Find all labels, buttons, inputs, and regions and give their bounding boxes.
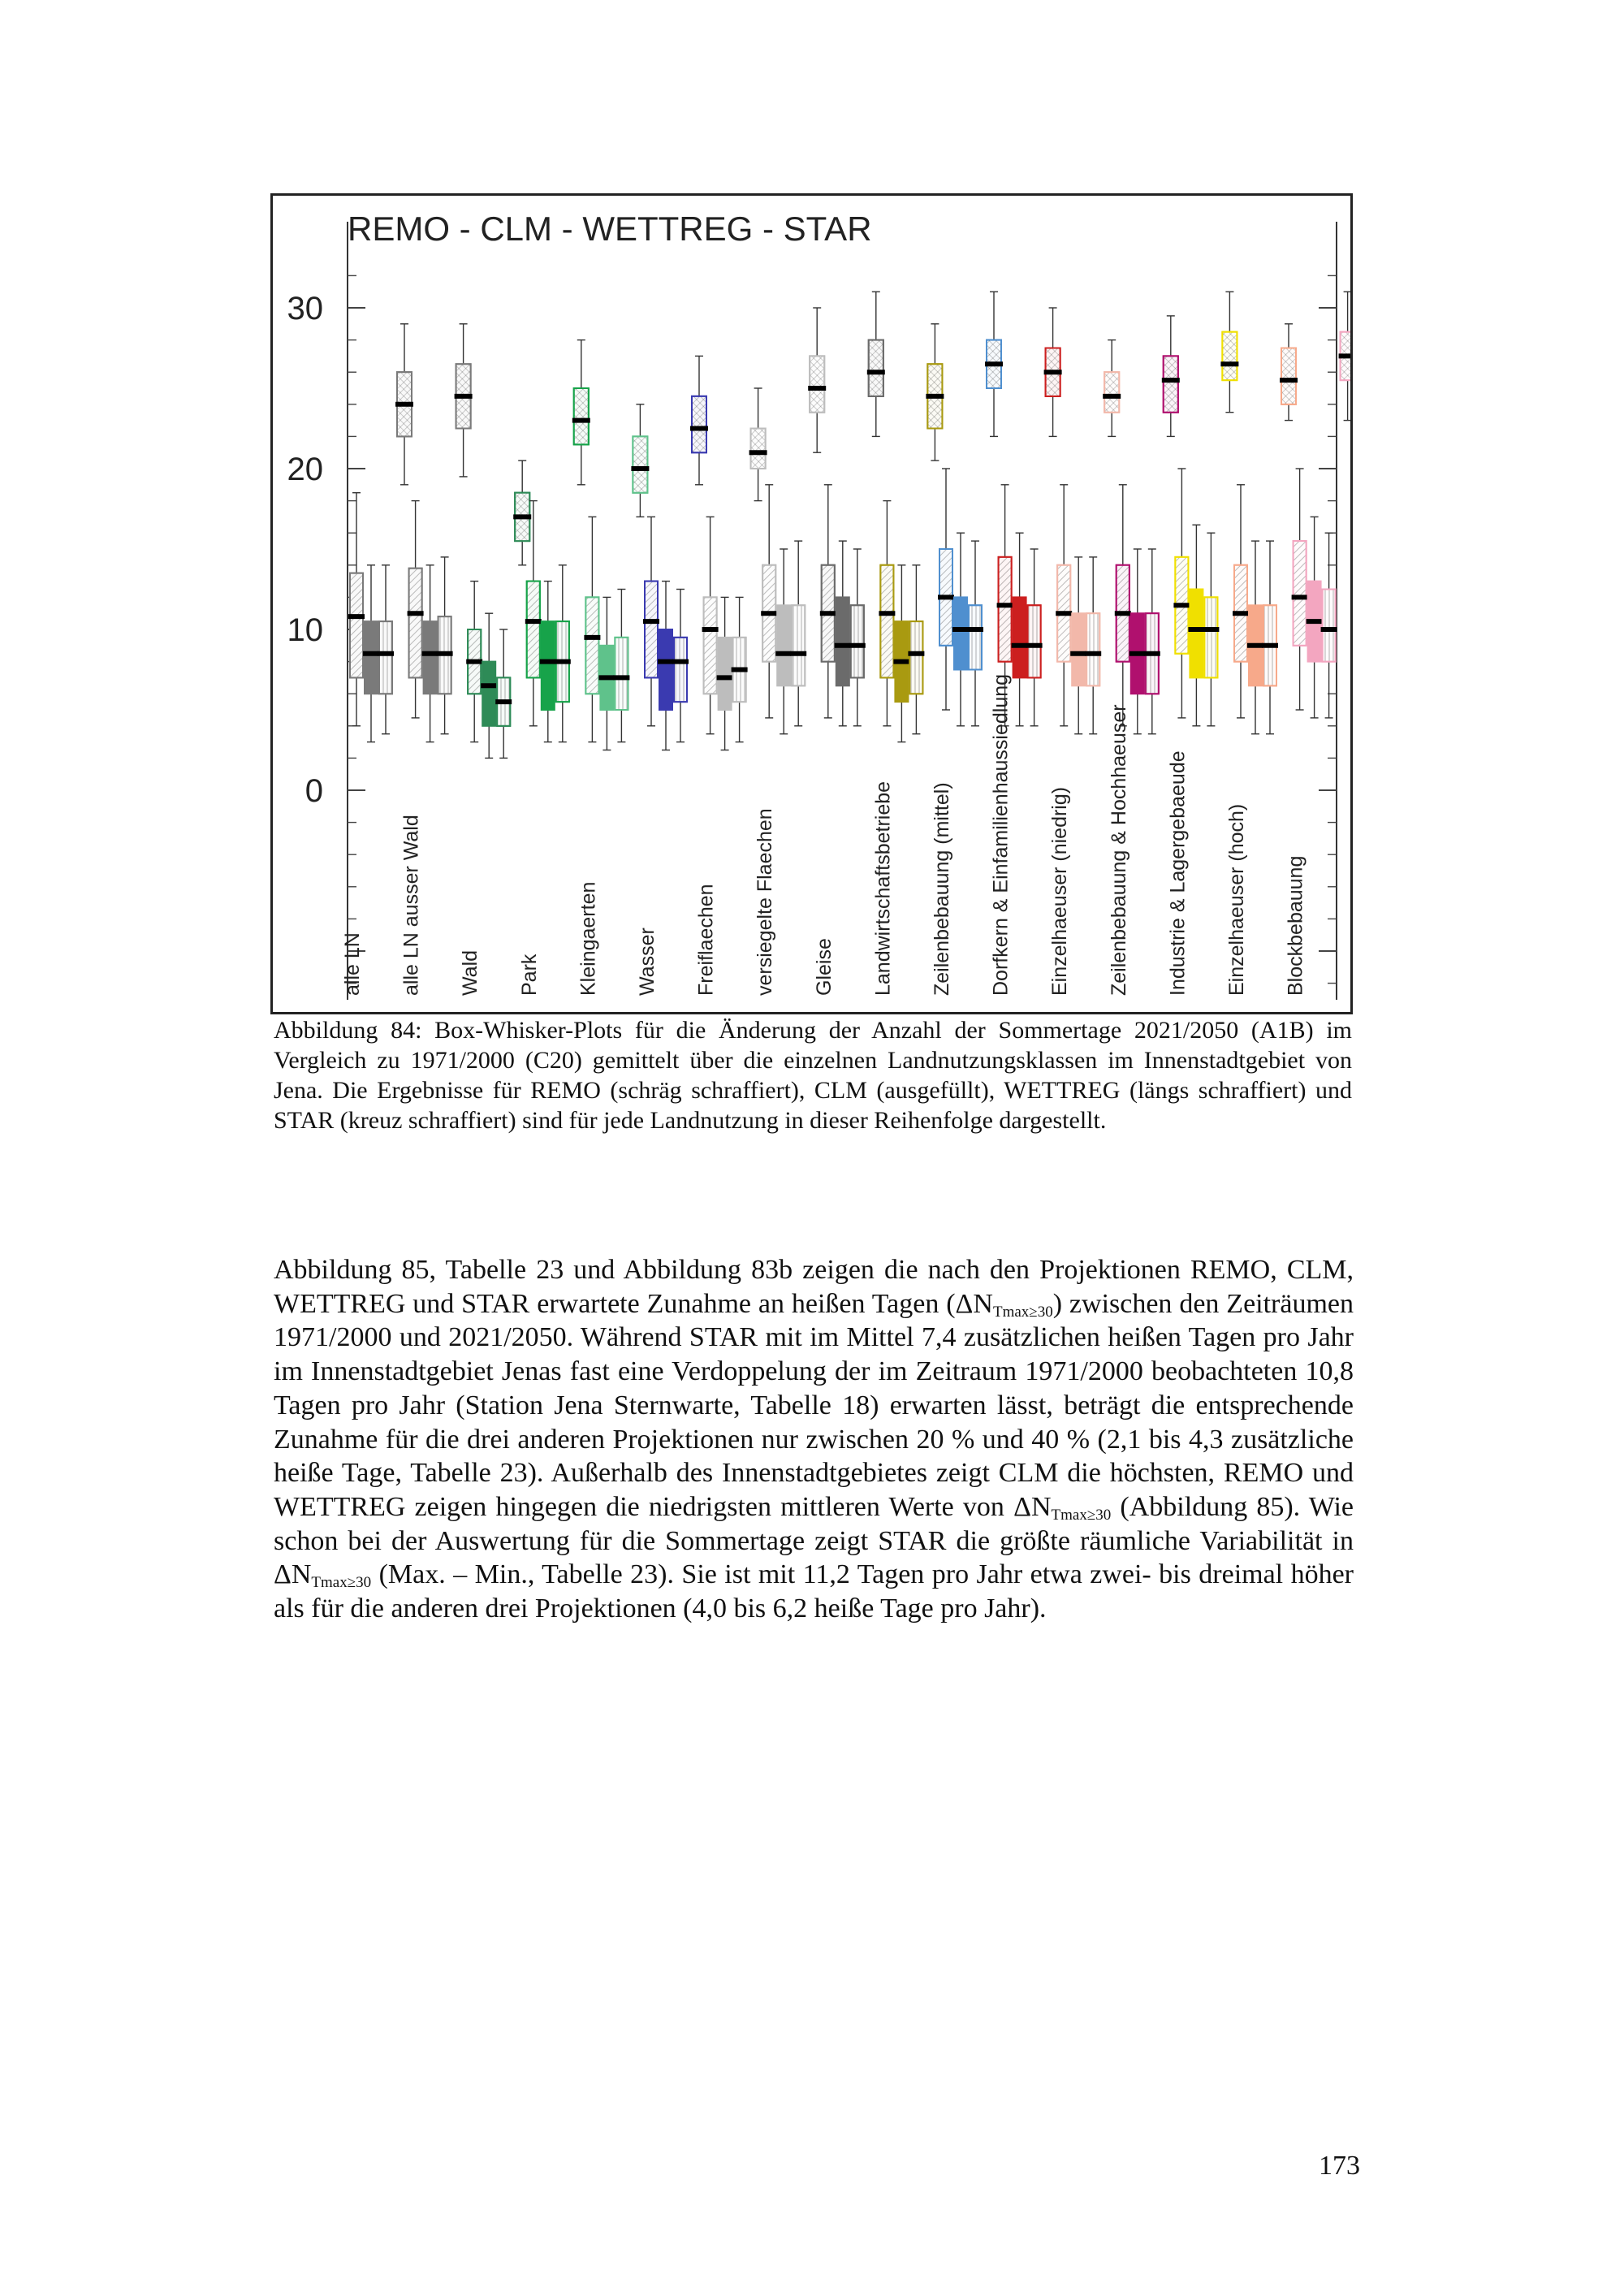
category-label: Blockbebauung	[1284, 855, 1307, 996]
box-hatch	[751, 429, 766, 469]
box-remo	[1056, 485, 1072, 726]
page-number: 173	[1319, 2151, 1360, 2181]
box-hatch	[615, 638, 628, 710]
box-star	[513, 460, 531, 565]
box-clm	[893, 565, 909, 742]
box-hatch	[869, 340, 883, 396]
box-star	[1044, 308, 1062, 436]
box-wettreg	[1203, 533, 1219, 726]
box-clm	[1247, 541, 1263, 734]
box-hatch	[350, 573, 363, 678]
box-hatch	[527, 582, 540, 678]
box-body	[1013, 597, 1026, 677]
box-hatch	[1294, 541, 1307, 646]
boxes	[341, 292, 1350, 996]
paragraph-text-1: Abbildung 85, Tabelle 23 und Abbildung 83b zeigen die nach den Projektionen REMO, CLM, WETTREG und STAR erwartete Zunahme an heißen Tagen (	[274, 1255, 1354, 1319]
box-star	[1280, 324, 1298, 421]
box-clm	[1012, 533, 1028, 726]
box-clm	[598, 597, 615, 750]
box-star	[808, 308, 826, 452]
figure-84	[270, 193, 1353, 1014]
category-label: alle LN ausser Wald	[400, 815, 423, 996]
box-whisker-chart	[273, 196, 1350, 1012]
box-remo	[702, 517, 719, 733]
box-star	[985, 292, 1003, 436]
box-clm	[658, 582, 674, 750]
box-remo	[348, 493, 365, 726]
box-clm	[422, 565, 438, 742]
box-wettreg	[732, 597, 748, 742]
box-star	[1162, 316, 1180, 437]
box-star	[926, 324, 944, 460]
box-body	[365, 621, 378, 694]
category-label: versiegelte Flaechen	[754, 808, 777, 996]
box-remo	[1173, 469, 1190, 718]
box-star	[749, 388, 767, 501]
box-remo	[879, 501, 895, 726]
paragraph-text-4: (Max. – Min., Tabelle 23). Sie ist mit 11,2 Tagen pro Jahr etwa zwei- bis dreimal höher als für die anderen drei Projektionen (4,0 bis 6,2 heiße Tage pro Jahr).	[274, 1559, 1354, 1624]
box-remo	[820, 485, 836, 718]
y-tick-label: 20	[287, 452, 323, 487]
box-clm	[952, 533, 969, 726]
box-remo	[1233, 485, 1249, 718]
box-hatch	[674, 638, 687, 702]
box-hatch	[1222, 332, 1237, 380]
box-hatch	[692, 396, 706, 452]
box-hatch	[409, 569, 422, 678]
category-label: Freiflaechen	[694, 884, 718, 996]
box-wettreg	[1321, 533, 1337, 718]
box-clm	[717, 597, 733, 750]
delta-symbol: ΔN	[955, 1288, 993, 1319]
box-hatch	[909, 621, 922, 694]
box-remo	[584, 517, 600, 742]
category-label: Wald	[459, 949, 482, 996]
box-remo	[1292, 469, 1308, 710]
box-remo	[1115, 485, 1131, 726]
y-tick-label: 10	[287, 612, 323, 648]
box-hatch	[585, 597, 598, 694]
box-wettreg	[613, 590, 629, 742]
box-clm	[775, 549, 792, 734]
subscript: Tmax≥30	[311, 1574, 372, 1592]
figure-caption: Abbildung 84: Box-Whisker-Plots für die Änderung der Anzahl der Sommertage 2021/2050 (A1B) im Vergleich zu 1971/2000 (C20) gemittelt über die einzelnen Landnutzungsklassen im Innenstadtgebiet von Jena. Die Ergebnisse für REMO (schräg schraffiert), CLM (ausgefüllt), WETTREG (längs schraffiert) und STAR (kreuz schraffiert) sind für jede Landnutzung in dieser Reihenfolge dargestellt.	[274, 1017, 1352, 1134]
box-star	[455, 324, 473, 477]
box-body	[659, 629, 672, 710]
box-hatch	[810, 356, 824, 412]
box-body	[954, 597, 967, 669]
box-body	[836, 597, 849, 685]
box-clm	[1188, 525, 1204, 726]
box-hatch	[1323, 590, 1336, 662]
box-wettreg	[672, 590, 689, 742]
category-label: Zeilenbebauung & Hochhaeuser	[1107, 704, 1130, 996]
subscript: Tmax≥30	[1051, 1506, 1112, 1524]
box-clm	[363, 565, 379, 742]
box-body	[482, 662, 495, 726]
box-remo	[643, 517, 659, 725]
box-star	[631, 404, 649, 517]
box-remo	[938, 469, 954, 710]
box-body	[1190, 590, 1203, 678]
box-hatch	[792, 605, 805, 685]
category-label: Wasser	[636, 927, 659, 996]
box-hatch	[1028, 605, 1041, 677]
category-label: Einzelhaeuser (hoch)	[1225, 803, 1248, 996]
box-hatch	[1204, 597, 1217, 677]
box-wettreg	[555, 565, 571, 742]
delta-symbol: ΔN	[1013, 1491, 1052, 1522]
box-body	[777, 605, 790, 685]
box-wettreg	[1026, 549, 1043, 726]
paragraph-text-3: (Abbildung 85). Wie schon bei der Auswertung für die Sommertage zeigt STAR die größte räumliche Variabilität in	[274, 1491, 1354, 1556]
delta-symbol: ΔN	[274, 1559, 312, 1590]
box-wettreg	[1262, 541, 1278, 734]
box-body	[1072, 613, 1085, 685]
box-body	[542, 621, 555, 710]
box-wettreg	[908, 565, 924, 734]
box-star	[1339, 292, 1350, 420]
box-hatch	[704, 597, 717, 694]
category-label: Dorfkern & Einfamilienhaussiedlung	[989, 673, 1013, 996]
body-paragraph	[274, 1253, 1354, 1626]
box-body	[719, 638, 732, 710]
box-wettreg	[437, 557, 453, 734]
category-label: Industrie & Lagergebaeude	[1166, 750, 1190, 996]
box-wettreg	[849, 549, 866, 726]
category-label: Kleingaerten	[577, 881, 600, 996]
box-wettreg	[495, 629, 512, 758]
box-remo	[408, 501, 424, 718]
subscript: Tmax≥30	[992, 1303, 1053, 1321]
category-label: Landwirtschaftsbetriebe	[871, 780, 895, 996]
box-star	[395, 324, 413, 485]
box-clm	[1129, 549, 1146, 734]
category-label: Einzelhaeuser (niedrig)	[1048, 786, 1072, 996]
box-body	[424, 621, 437, 694]
box-hatch	[1086, 613, 1099, 685]
box-clm	[835, 541, 851, 726]
box-hatch	[1104, 372, 1119, 413]
box-star	[1220, 292, 1238, 413]
box-hatch	[880, 565, 893, 678]
category-label: Gleise	[812, 938, 836, 996]
box-clm	[1070, 557, 1086, 734]
box-star	[867, 292, 885, 436]
box-hatch	[633, 436, 647, 492]
box-hatch	[1281, 348, 1296, 404]
y-tick-label: 30	[287, 291, 323, 326]
y-tick-label: 0	[304, 773, 323, 809]
box-hatch	[969, 605, 982, 669]
box-clm	[481, 613, 497, 758]
box-wettreg	[1144, 549, 1160, 734]
box-hatch	[1164, 356, 1178, 412]
box-clm	[1307, 517, 1323, 718]
box-hatch	[379, 621, 392, 694]
box-clm	[540, 582, 556, 742]
chart-title: REMO - CLM - WETTREG - STAR	[348, 210, 872, 248]
box-star	[690, 356, 708, 484]
box-wettreg	[378, 565, 394, 734]
box-hatch	[851, 605, 864, 677]
paragraph-text-2: ) zwischen den Zeiträumen 1971/2000 und 2021/2050. Während STAR mit im Mittel 7,4 zusätzlichen heißen Tagen pro Jahr im Innenstadtgebiet Jenas fast eine Verdoppelung der im Zeitraum 1971/2000 beobachteten 10,8 Tagen pro Jahr (Station Jena Sternwarte, Tabelle 18) erwarten lässt, beträgt die entsprechende Zunahme für die drei anderen Projektionen nur zwischen 20 % und 40 % (2,1 bis 4,3 zusätzliche heiße Tage, Tabelle 23). Außerhalb des Innenstadtgebietes zeigt CLM die höchsten, REMO und WETTREG zeigen hingegen die niedrigsten mittleren Werte von	[274, 1288, 1354, 1522]
category-label: alle LN	[341, 932, 364, 996]
category-label: Zeilenbebauung (mittel)	[931, 782, 953, 996]
box-hatch	[999, 557, 1012, 662]
box-remo	[466, 582, 482, 742]
box-star	[572, 340, 590, 485]
box-wettreg	[790, 541, 806, 726]
category-label: Park	[517, 953, 541, 996]
box-star	[1103, 340, 1121, 437]
box-hatch	[645, 582, 658, 678]
box-wettreg	[967, 541, 983, 726]
box-remo	[761, 485, 777, 718]
box-hatch	[574, 388, 589, 444]
box-wettreg	[1085, 557, 1101, 734]
